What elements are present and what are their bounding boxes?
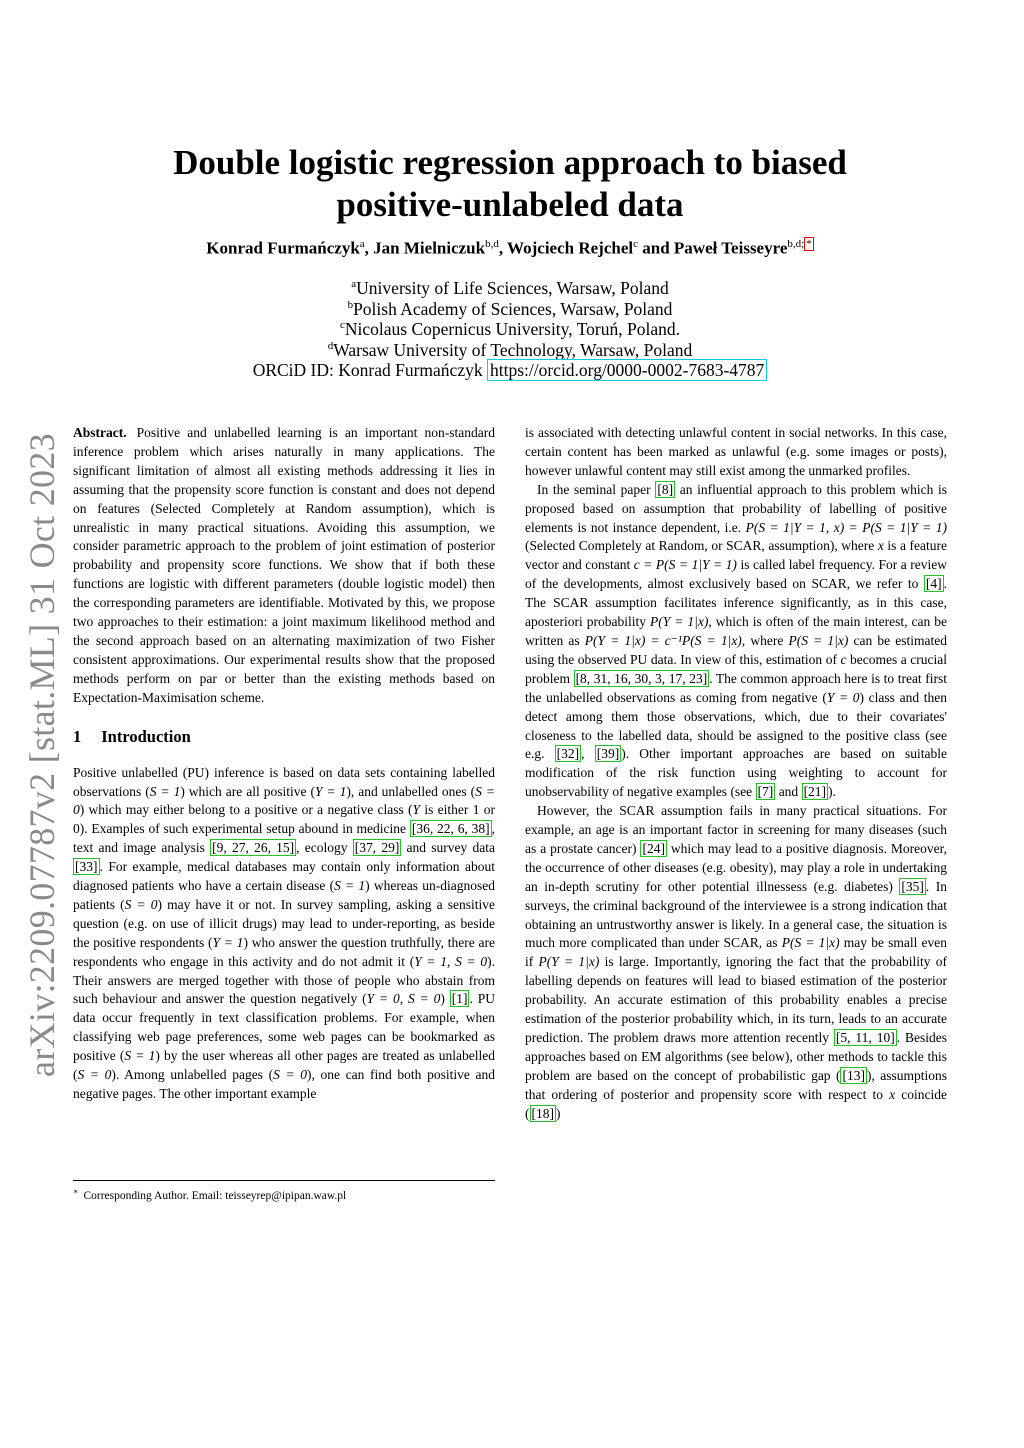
text-run: ), assumptions that ordering of posterior and propensity score with respect to [525,1067,947,1102]
corresponding-author-footnote-link[interactable]: * [806,238,812,250]
math-inline: S = 0 [124,896,158,912]
abstract [73,424,495,708]
title-line-1: Double logistic regression approach to biased [173,143,847,182]
affiliation-text: Polish Academy of Sciences, Warsaw, Poland [353,298,673,319]
citation-link[interactable]: [35] [901,878,924,894]
text-run: may be small even if [525,935,948,970]
text-run: can be estimated using the observed PU data. In view of this, estimation of [525,632,947,667]
section-heading [73,727,495,747]
affiliation-text: Warsaw University of Technology, Warsaw, Poland [333,339,693,360]
author-affil-sup: b,d; [787,238,805,250]
author-list [110,238,910,259]
text-run: . In surveys, the criminal background of the interviewee is a strong indication that obtaining an untrustworthy answer is likely. In a general case, the situation is much more complicated than under SCAR, as [525,878,948,951]
text-run: ) [440,991,450,1007]
paper-title [110,142,910,226]
math-inline: P(S = 1|x) [781,935,840,951]
text-run: , text and image analysis [73,821,495,856]
affiliation-line [110,319,910,340]
text-run: becomes a crucial problem [525,651,947,686]
author-name: Paweł Teisseyre [673,238,788,258]
citation-link[interactable]: [5, 11, 10] [835,1030,895,1045]
text-run: ). Their answers are merged together with those of people who abstain from such behaviour and answer the question negatively ( [73,953,495,1007]
text-run: ) whereas un-diagnosed patients ( [73,878,495,912]
right-column [525,424,947,1124]
author-name: Wojciech Rejchel [507,238,634,258]
text-run: , [581,746,595,762]
math-inline: c [840,651,847,667]
text-run: ), one can find both positive and negative pages. The other important example [73,1067,495,1101]
math-inline: S = 1 [149,783,181,799]
math-inline: S = 1 [334,878,366,894]
intro-paragraph-continued: is associated with detecting unlawful content in social networks. In this case, certain content has been marked as unlawful (e.g. some images or posts), however unlawful content may still exist among the unmarked profiles. [525,425,947,478]
math-inline: P(Y = 1|x) [650,614,709,630]
text-run: ) which may either belong to a positive or a negative class ( [79,802,413,818]
author-name: Konrad Furmańczyk [206,238,360,258]
footnote-divider [73,1180,495,1181]
author-separator: and [637,238,674,258]
text-run: ), and unlabelled ones ( [346,783,476,799]
intro-paragraph-1 [73,764,495,1104]
footnote-marker: ∗ [73,1187,79,1196]
text-run: ). Other important approaches are based on suitable modification of the risk function using weighting to account for unobservability of negative examples (see [525,746,947,800]
affiliation-line [110,340,910,361]
citation-link[interactable]: [24] [642,840,665,856]
math-inline: S = 0 [77,1067,112,1083]
text-run: (Selected Completely at Random, or SCAR, assumption), where [525,538,878,554]
math-inline: Y = 1 [314,783,347,799]
math-inline: Y = 0, S = 0 [366,991,441,1007]
math-inline: S = 1 [124,1048,156,1064]
text-run: However, the SCAR assumption fails in many practical situations. For example, an age is an important factor in screening for many diseases (such as a prostate cancer) [525,803,947,856]
section-number: 1 [73,726,82,746]
orcid-label: ORCiD ID: Konrad Furmańczyk [252,360,483,381]
citation-link[interactable]: [8] [657,481,674,497]
math-inline: P(S = 1|Y = 1, x) = P(S = 1|Y = 1) [745,519,947,535]
affiliations [110,278,910,381]
author-affil-sup: b,d [485,238,499,250]
affiliation-line [110,278,910,299]
text-run: . The SCAR assumption facilitates inference significantly, as in this case, aposteriori probability [525,576,947,630]
affiliation-sup: d [327,339,334,352]
author-separator: , [498,238,508,258]
text-run: coincide ( [525,1086,948,1121]
left-column [73,424,495,1104]
affiliation-line [110,299,910,320]
citation-link[interactable]: [8, 31, 16, 30, 3, 17, 23] [575,670,708,686]
citation-link[interactable]: [36, 22, 6, 38] [411,821,490,837]
title-line-2: positive-unlabeled data [336,185,684,224]
intro-paragraph-3 [525,802,947,1123]
footnote [73,1184,503,1204]
text-run: ). [828,784,836,800]
text-run: ) may have it or not. In survey sampling, asking a sensitive question (e.g. on use of illicit drugs) may lead to under-reporting, as beside the positive respondents ( [73,896,495,950]
affiliation-sup: b [347,298,354,311]
math-inline: c = P(S = 1|Y = 1) [633,557,737,573]
citation-link[interactable]: [37, 29] [354,840,400,856]
text-run: . The common approach here is to treat first the unlabelled observations as coming from negative ( [525,670,947,705]
author-affil-sup: c [633,238,638,250]
math-inline: Y = 1, S = 0 [414,953,488,969]
abstract-label: Abstract. [73,425,127,440]
text-run: is called label frequency. For a review of the developments, almost exclusively based on SCAR, we refer to [525,557,947,592]
affiliation-text: Nicolaus Copernicus University, Toruń, Poland. [344,319,680,340]
citation-link[interactable]: [33] [75,859,98,875]
text-run: In the seminal paper [537,481,656,497]
math-inline: P(Y = 1|x) = c⁻¹P(S = 1|x) [584,632,742,648]
math-inline: Y [412,802,421,818]
math-inline: P(Y = 1|x) [538,954,600,970]
section-title: Introduction [101,726,191,746]
text-run: . For example, medical databases may contain only information about diagnosed patients who have a certain disease ( [73,859,495,894]
text-run: , ecology [296,840,353,856]
math-inline: Y = 0 [826,689,860,705]
text-run: , where [741,632,789,648]
math-inline: Y = 1 [212,934,244,950]
math-inline: P(S = 1|x) [788,632,849,648]
math-inline: S = 0 [273,1067,307,1083]
math-inline: x [877,538,884,554]
text-run: ) who answer the question truthfully, there are respondents who engage in this activity and do not admit it ( [73,934,495,969]
text-run: and [775,784,802,800]
affiliation-sup: a [351,278,357,291]
text-run: , which is often of the main interest, can be written as [525,614,947,648]
citation-link[interactable]: [9, 27, 26, 15] [212,840,295,856]
citation-link[interactable]: [39] [596,746,620,762]
text-run: is either 1 or 0). Examples of such experimental setup abound in medicine [73,802,495,837]
text-run: an influential approach to this problem which is proposed based on assumption that probability of labelling of positive elements is not instance dependent, i.e. [525,481,947,535]
author-name: Jan Mielniczuk [373,238,486,258]
text-run: ) by the user whereas all other pages are treated as unlabelled ( [73,1048,495,1083]
orcid-line [110,360,910,381]
text-run: . Besides approaches based on EM algorithms (see below), other methods to tackle this problem are based on the concept of probabilistic gap ( [525,1030,947,1083]
orcid-link[interactable]: https://orcid.org/0000-0002-7683-4787 [487,359,767,381]
affiliation-sup: c [339,319,345,332]
abstract-text: Positive and unlabelled learning is an important non-standard inference problem which arises naturally in many applications. The significant limitation of almost all existing methods addressing it lies in assuming that the propensity score function is constant and does not depend on features (Selected Completely at Random assumption), which is unrealistic in many practical situations. Avoiding this assumption, we consider parametric approach to the problem of joint estimation of posterior probability and propensity score functions. We show that if both these functions are logistic with different parameters (double logistic model) then the corresponding parameters are identifiable. Motivated by this, we propose two approaches to their estimation: a joint maximum likelihood method and the second approach based on an alternating maximization of two Fisher consistent approximations. Our experimental results show that the proposed methods perform on par or better than the existing methods based on Expectation-Maximisation scheme. [73,425,495,705]
citation-link[interactable]: [1] [451,991,468,1007]
citation-link[interactable]: [13] [842,1067,865,1083]
author-separator: , [364,238,374,258]
intro-paragraph-2 [525,481,947,802]
text-run: and survey data [401,840,495,856]
math-inline: x [889,1086,896,1102]
text-run: ) which are all positive ( [180,783,315,799]
citation-link[interactable]: [32] [556,746,580,762]
arxiv-identifier: arXiv:2209.07787v2 [stat.ML] 31 Oct 2023 [22,433,63,1077]
citation-link[interactable]: [21] [803,784,827,800]
arxiv-sidebar-stamp [14,433,70,1077]
text-run: ) [556,1105,561,1121]
affiliation-text: University of Life Sciences, Warsaw, Poland [356,278,669,298]
citation-link[interactable]: [18] [531,1105,554,1121]
text-run: is a feature vector and constant [525,538,947,573]
citation-link[interactable]: [7] [757,784,774,800]
text-run: . PU data occur frequently in text classification problems. For example, when classifying web page preferences, some web pages can be bookmarked as positive ( [73,991,495,1064]
author-affil-sup: a [359,238,365,250]
citation-link[interactable]: [4] [925,576,942,592]
math-inline: S = 0 [73,783,495,818]
text-run: Positive unlabelled (PU) inference is based on data sets containing labelled observations ( [73,764,495,799]
text-run: is large. Importantly, ignoring the fact that the probability of labelling depends on features will lead to biased estimation of the posterior probability. An accurate estimation of this probability enables a precise estimation of the posterior probability which, in its turn, leads to an accurate prediction. The problem draws more attention recently [525,954,948,1045]
text-run: which may lead to a positive diagnosis. Moreover, the occurrence of other diseases (e.g. obesity), may play a role in undertaking an in-depth scrutiny for other potential illnessess (e.g. diabetes) [525,840,947,894]
text-run: ). Among unlabelled pages ( [111,1067,274,1083]
footnote-text: Corresponding Author. Email: teisseyrep@ipipan.waw.pl [83,1189,347,1202]
text-run: ) class and then detect among them those observations, which, due to their covariates' closeness to the labelled data, should be assigned to the positive class (see e.g. [525,689,947,762]
